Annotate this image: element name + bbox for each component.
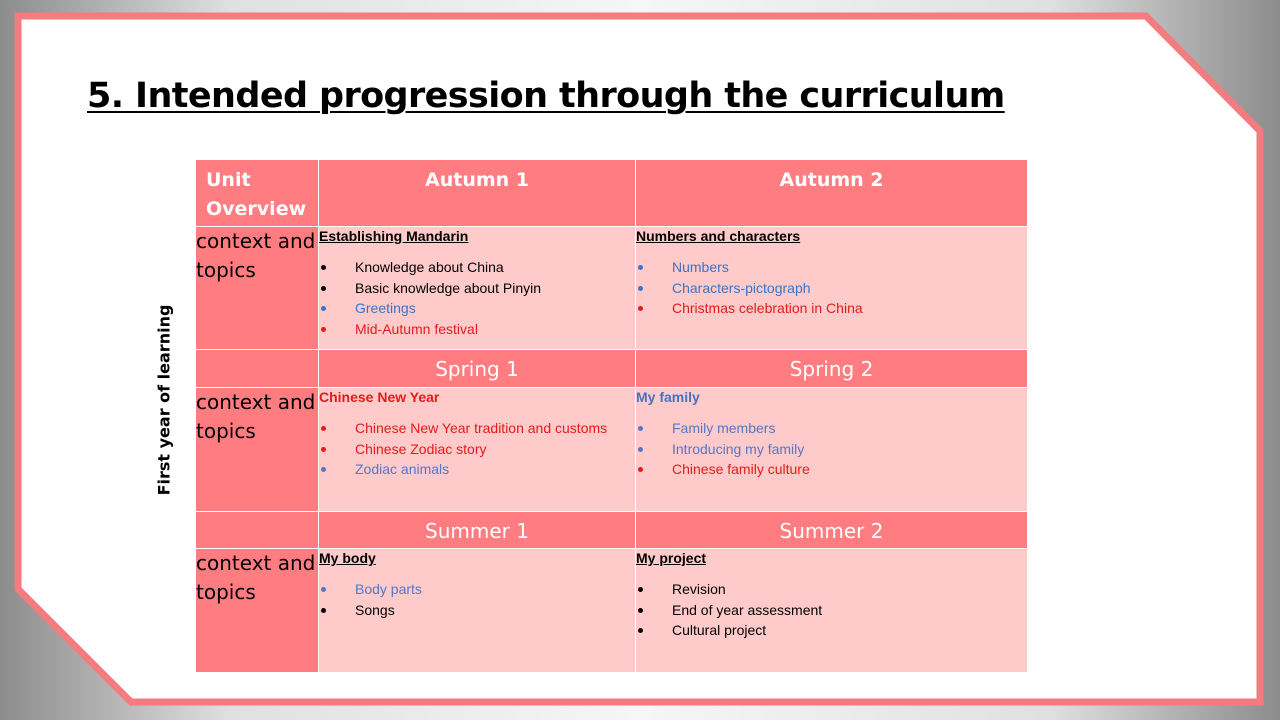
unit-overview-header: Unit Overview — [196, 160, 319, 227]
row-label-context-topics: context and topics — [196, 227, 319, 350]
side-label: First year of learning — [154, 304, 174, 496]
topic-heading: My body — [319, 550, 376, 566]
topic-cell-spring-2 — [636, 388, 1028, 512]
page-title: 5. Intended progression through the curriculum — [87, 76, 1005, 116]
content-row-autumn — [196, 227, 1028, 350]
topic-heading: My family — [636, 389, 700, 405]
term-header-spring-2: Spring 2 — [636, 350, 1028, 388]
content-row-spring — [196, 388, 1028, 512]
topic-list — [319, 418, 635, 480]
topic-item: Chinese New Year tradition and customs — [319, 418, 635, 439]
topic-item: Christmas celebration in China — [636, 298, 1027, 319]
topic-list — [319, 579, 635, 620]
term-header-summer-2: Summer 2 — [636, 512, 1028, 549]
topic-cell-spring-1 — [319, 388, 636, 512]
topic-cell-summer-1 — [319, 549, 636, 673]
topic-item: Basic knowledge about Pinyin — [319, 278, 635, 299]
topic-list — [319, 257, 635, 339]
topic-list — [636, 257, 1027, 319]
topic-item: Zodiac animals — [319, 459, 635, 480]
row-label-context-topics: context and topics — [196, 388, 319, 512]
term-header-autumn-2: Autumn 2 — [636, 160, 1028, 227]
topic-item: Songs — [319, 600, 635, 621]
topic-heading: My project — [636, 550, 707, 566]
topic-item: Numbers — [636, 257, 1027, 278]
curriculum-table — [195, 159, 1028, 673]
topic-item: Knowledge about China — [319, 257, 635, 278]
topic-list — [636, 579, 1027, 641]
topic-cell-summer-2 — [636, 549, 1028, 673]
header-row-summer — [196, 512, 1028, 549]
header-row-autumn — [196, 160, 1028, 227]
topic-cell-autumn-2 — [636, 227, 1028, 350]
topic-item: Chinese family culture — [636, 459, 1027, 480]
header-row-spring — [196, 350, 1028, 388]
topic-heading: Establishing Mandarin — [319, 228, 469, 244]
topic-item: Body parts — [319, 579, 635, 600]
term-header-summer-1: Summer 1 — [319, 512, 636, 549]
topic-item: Chinese Zodiac story — [319, 439, 635, 460]
topic-item: Revision — [636, 579, 1027, 600]
topic-item: Mid-Autumn festival — [319, 319, 635, 340]
row-label-context-topics: context and topics — [196, 549, 319, 673]
topic-list — [636, 418, 1027, 480]
header-corner-empty — [196, 512, 319, 549]
topic-cell-autumn-1 — [319, 227, 636, 350]
topic-heading: Chinese New Year — [319, 389, 440, 405]
topic-item: Greetings — [319, 298, 635, 319]
topic-item: Cultural project — [636, 620, 1027, 641]
topic-item: End of year assessment — [636, 600, 1027, 621]
term-header-autumn-1: Autumn 1 — [319, 160, 636, 227]
term-header-spring-1: Spring 1 — [319, 350, 636, 388]
topic-item: Characters-pictograph — [636, 278, 1027, 299]
topic-heading: Numbers and characters — [636, 228, 801, 244]
content-row-summer — [196, 549, 1028, 673]
header-corner-empty — [196, 350, 319, 388]
topic-item: Family members — [636, 418, 1027, 439]
topic-item: Introducing my family — [636, 439, 1027, 460]
